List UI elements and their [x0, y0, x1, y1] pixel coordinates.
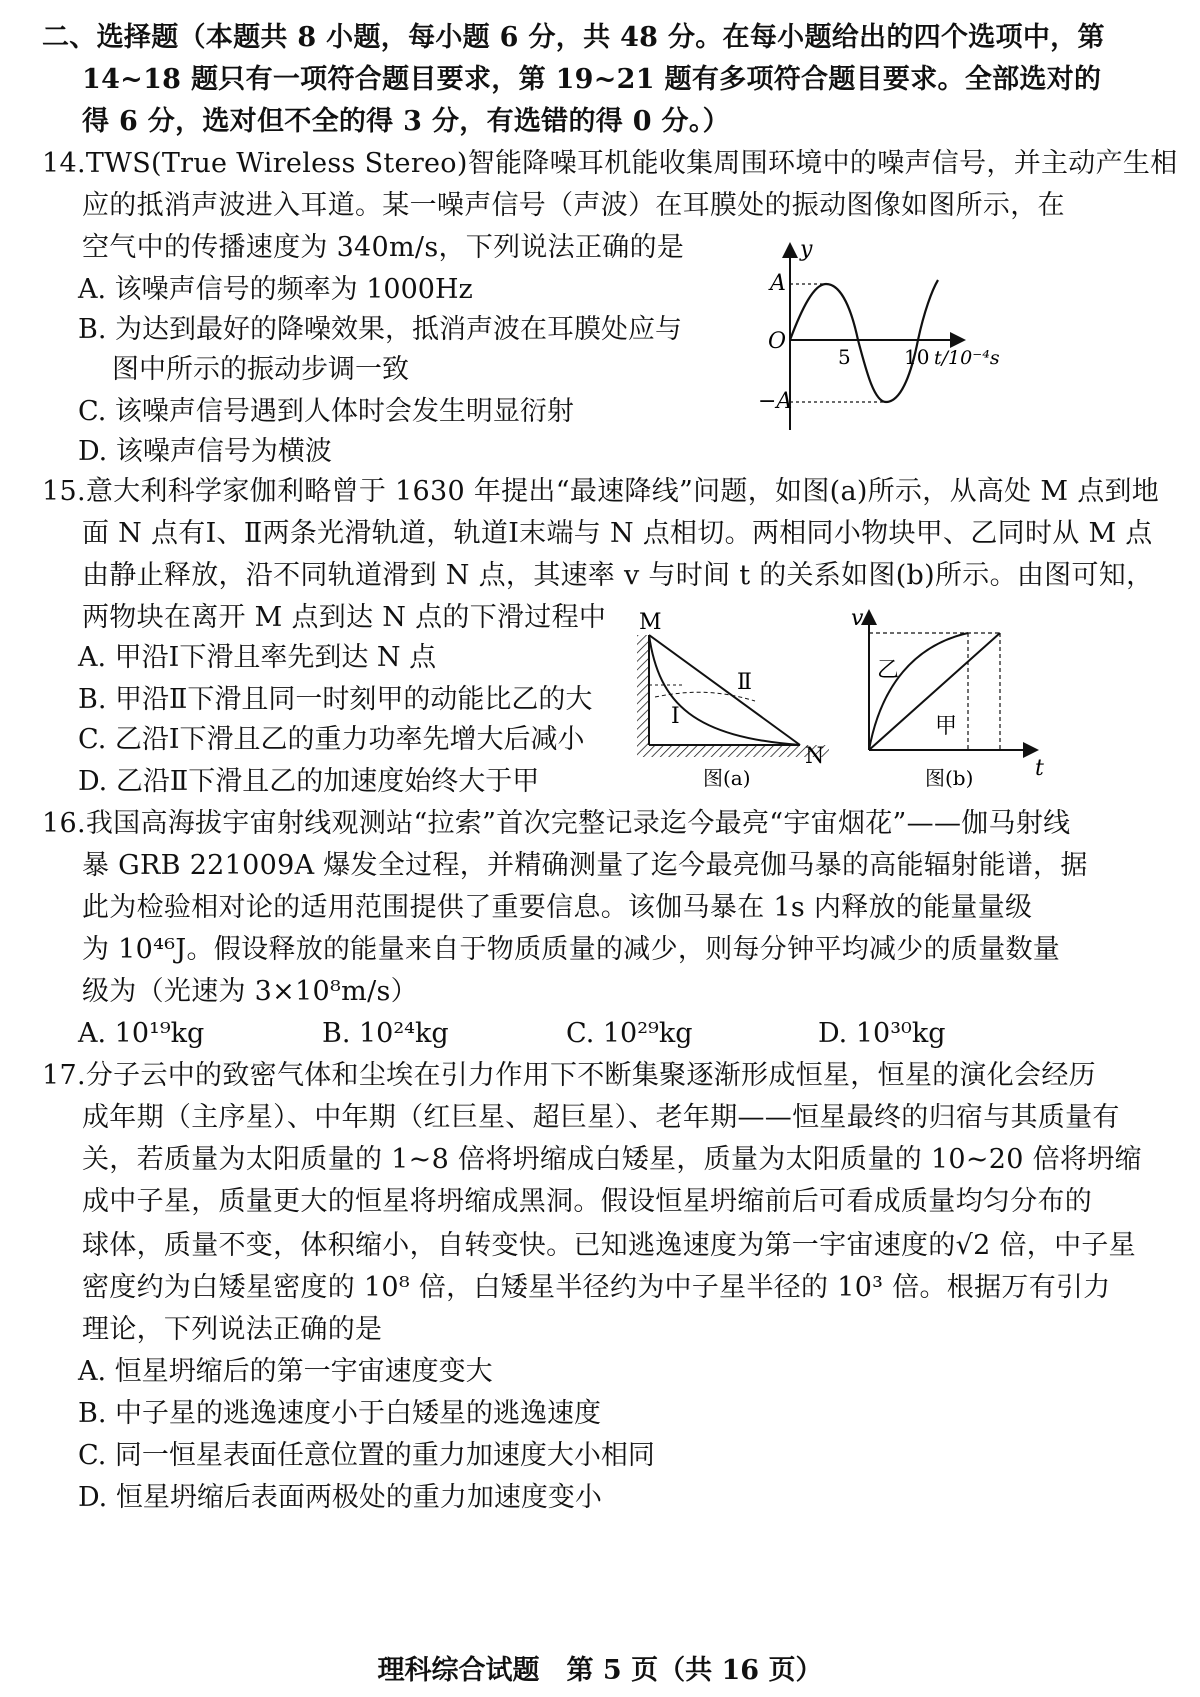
q17-option-a: A. 恒星坍缩后的第一宇宙速度变大 — [78, 1356, 493, 1387]
fig-b-yi-label: 乙 — [877, 658, 900, 683]
q14-a-label: A — [770, 271, 786, 296]
q16-stem-line-2: 暴 GRB 221009A 爆发全过程，并精确测量了迄今最亮伽马暴的高能辐射能谱，据 — [82, 850, 1088, 881]
q14-neg-a-label: −A — [758, 389, 793, 414]
q17-option-b: B. 中子星的逃逸速度小于白矮星的逃逸速度 — [78, 1398, 602, 1429]
q14-t-unit-label: t/10⁻⁴s — [934, 347, 1000, 369]
q16-option-c: C. 10²⁹kg — [566, 1018, 693, 1049]
q15-stem-line-1: 15.意大利科学家伽利略曾于 1630 年提出“最速降线”问题，如图(a)所示，从高处 M 点到地 — [42, 476, 1160, 507]
q17-stem-line-6: 密度约为白矮星密度的 10⁸ 倍，白矮星半径约为中子星半径的 10³ 倍。根据万有引力 — [82, 1272, 1111, 1303]
q17-stem-line-5: 球体，质量不变，体积缩小，自转变快。已知逃逸速度为第一宇宙速度的√2 倍，中子星 — [82, 1230, 1136, 1261]
q15-figure-b — [845, 605, 1045, 795]
q14-stem-line-3: 空气中的传播速度为 340m/s，下列说法正确的是 — [82, 232, 685, 263]
q17-stem-line-7: 理论，下列说法正确的是 — [82, 1314, 383, 1345]
q14-option-b: B. 为达到最好的降噪效果，抵消声波在耳膜处应与 — [78, 314, 683, 345]
q15-figure-a — [625, 605, 840, 795]
q14-option-b-cont: 图中所示的振动步调一致 — [112, 354, 409, 385]
q14-stem-line-1: 14.TWS(True Wireless Stereo)智能降噪耳机能收集周围环境中的噪声信号，并主动产生相 — [42, 148, 1178, 179]
fig-b-caption: 图(b) — [925, 766, 974, 790]
q16-option-a: A. 10¹⁹kg — [78, 1018, 205, 1049]
q16-stem-line-5: 级为（光速为 3×10⁸m/s） — [82, 976, 418, 1007]
fig-a-track-ii-label: Ⅱ — [737, 670, 752, 695]
q17-stem-line-4: 成中子星，质量更大的恒星将坍缩成黑洞。假设恒星坍缩前后可看成质量均匀分布的 — [82, 1186, 1093, 1217]
fig-b-t-label: t — [1035, 756, 1044, 781]
q14-stem-line-2: 应的抵消声波进入耳道。某一噪声信号（声波）在耳膜处的振动图像如图所示，在 — [82, 190, 1065, 221]
q15-option-a: A. 甲沿Ⅰ下滑且率先到达 N 点 — [78, 642, 437, 673]
q15-option-d: D. 乙沿Ⅱ下滑且乙的加速度始终大于甲 — [78, 766, 540, 797]
q17-stem-line-1: 17.分子云中的致密气体和尘埃在引力作用下不断集聚逐渐形成恒星，恒星的演化会经历 — [42, 1060, 1096, 1091]
fig-b-v-label: v — [851, 606, 864, 631]
q14-option-c: C. 该噪声信号遇到人体时会发生明显衍射 — [78, 396, 574, 427]
q17-stem-line-3: 关，若质量为太阳质量的 1~8 倍将坍缩成白矮星，质量为太阳质量的 10~20 倍将坍缩 — [82, 1144, 1142, 1175]
q16-stem-line-1: 16.我国高海拔宇宙射线观测站“拉索”首次完整记录迄今最亮“宇宙烟花”——伽马射线 — [42, 808, 1071, 839]
fig-a-caption: 图(a) — [703, 766, 751, 790]
q16-stem-line-3: 此为检验相对论的适用范围提供了重要信息。该伽马暴在 1s 内释放的能量量级 — [82, 892, 1033, 923]
q15-option-b: B. 甲沿Ⅱ下滑且同一时刻甲的动能比乙的大 — [78, 684, 593, 715]
page-footer: 理科综合试题 第 5 页（共 16 页） — [377, 1655, 823, 1686]
q17-option-d: D. 恒星坍缩后表面两极处的重力加速度变小 — [78, 1482, 602, 1513]
q14-option-a: A. 该噪声信号的频率为 1000Hz — [78, 274, 473, 305]
q14-tick-5: 5 — [838, 345, 851, 369]
fig-a-m-label: M — [639, 610, 662, 635]
q16-option-d: D. 10³⁰kg — [818, 1018, 946, 1049]
fig-b-jia-label: 甲 — [935, 714, 958, 739]
q17-stem-line-2: 成年期（主序星）、中年期（红巨星、超巨星）、老年期——恒星最终的归宿与其质量有 — [82, 1102, 1120, 1133]
q17-option-c: C. 同一恒星表面任意位置的重力加速度大小相同 — [78, 1440, 655, 1471]
q14-option-d: D. 该噪声信号为横波 — [78, 436, 332, 467]
q14-vibration-graph — [752, 240, 1022, 440]
fig-a-n-label: N — [805, 744, 825, 769]
q14-tick-10: 10 — [904, 345, 930, 369]
q15-stem-line-4: 两物块在离开 M 点到达 N 点的下滑过程中 — [82, 602, 607, 633]
section-header-line-3: 得 6 分，选对但不全的得 3 分，有选错的得 0 分。） — [82, 106, 730, 137]
q16-stem-line-4: 为 10⁴⁶J。假设释放的能量来自于物质质量的减少，则每分钟平均减少的质量数量 — [82, 934, 1061, 965]
q15-stem-line-3: 由静止释放，沿不同轨道滑到 N 点，其速率 v 与时间 t 的关系如图(b)所示。由图可知， — [82, 560, 1154, 591]
section-header-line-1: 二、选择题（本题共 8 小题，每小题 6 分，共 48 分。在每小题给出的四个选项中，第 — [42, 22, 1105, 53]
q16-option-b: B. 10²⁴kg — [322, 1018, 449, 1049]
q14-origin-label: O — [768, 329, 787, 354]
fig-a-track-i-label: Ⅰ — [671, 704, 680, 729]
section-header-line-2: 14~18 题只有一项符合题目要求，第 19~21 题有多项符合题目要求。全部选对的 — [82, 64, 1102, 95]
q15-option-c: C. 乙沿Ⅰ下滑且乙的重力功率先增大后减小 — [78, 724, 585, 755]
q15-stem-line-2: 面 N 点有Ⅰ、Ⅱ两条光滑轨道，轨道Ⅰ末端与 N 点相切。两相同小物块甲、乙同时从 M 点 — [82, 518, 1153, 549]
q14-y-label: y — [800, 240, 813, 262]
